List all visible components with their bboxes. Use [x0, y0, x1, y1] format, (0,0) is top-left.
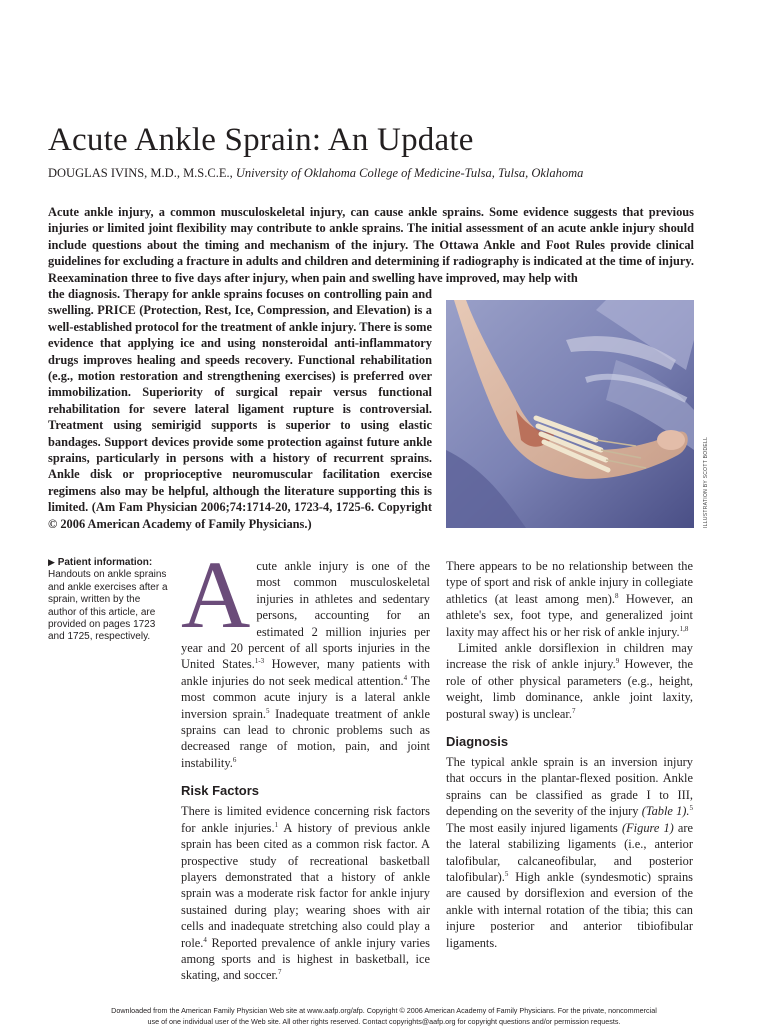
- sport-risk-paragraph: There appears to be no relationship between the type of sport and risk of ankle injury in collegiate athletics (at least among men).$^8$ However, an athlete's sex, foot type, and generalized joint laxity may affect his or her risk of ankle injury.$^{1,8}$: [446, 559, 694, 639]
- table-1-link[interactable]: (Table 1).: [641, 804, 690, 819]
- triangle-bullet-icon: ▶: [48, 557, 55, 567]
- body-column-2: [446, 558, 693, 951]
- figure-1-link[interactable]: (Figure 1): [621, 820, 674, 835]
- article-title: Acute Ankle Sprain: An Update: [48, 122, 474, 158]
- abstract-part-1: Acute ankle injury, a common musculoskeletal injury, can cause ankle sprains. Some evidence suggests that previous injuries or limited joint flexibility may contribute to ankle sprains. The initial assessment of an acute ankle injury should include questions about the timing and mechanism of the injury. The Ottawa Ankle and Foot Rules provide clinical guidelines for excluding a fracture in adults and children and determining if radiography is indicated at the time of injury. Reexamination three to five days after injury, when pain and swelling have improved, may help with: [48, 205, 694, 285]
- risk-factors-paragraph: There is limited evidence concerning risk factors for ankle injuries.$^1$ A history of previous ankle sprain has been cited as a common risk factor. A prospective study of recreational basketball players demonstrated that a history of ankle sprain was a moderate risk factor for ankle injury sustained during play; wearing shoes with air cells and inadequate stretching also could play a role.$^4$ Reported prevalence of ankle injury varies among sports and is highest in basketball, ice skating, and soccer.$^7$: [181, 804, 430, 983]
- diagnosis-heading: Diagnosis: [446, 734, 509, 750]
- diagnosis-paragraph: The typical ankle sprain is an inversion injury that occurs in the plantar-flexed position. Ankle sprains can be classified as grade I to III, depending on the severity of the injury (Table 1).$^5$ The most easily injured ligaments (Figure 1) are the lateral stabilizing ligaments (i.e., anterior talofibular, calcaneofibular, and posterior talofibular).$^5$ High ankle (syndesmotic) sprains are caused by dorsiflexion and eversion of the ankle with internal rotation of the tibia; this can injure posterior and anterior tibiofibular ligaments.: [446, 755, 694, 950]
- footer-line-2: use of one individual user of the Web site. All other rights reserved. Contact copyrights@aafp.org for copyright questions and/or permission requests.: [147, 1017, 621, 1026]
- author-affiliation: University of Oklahoma College of Medicine-Tulsa, Tulsa, Oklahoma: [235, 166, 584, 180]
- patient-info-note: [48, 556, 170, 644]
- drop-cap: A: [181, 541, 251, 648]
- ankle-illustration-svg: [446, 300, 694, 528]
- dorsiflexion-paragraph: Limited ankle dorsiflexion in children may increase the risk of ankle injury.$^9$ However, the role of other physical parameters (e.g., height, weight, limb dominance, ankle joint laxity, postural sway) is unclear.$^7$: [446, 641, 693, 721]
- illustration-credit: ILLUSTRATION BY SCOTT BODELL: [703, 436, 709, 528]
- intro-paragraph: Acute ankle injury is one of the most common musculoskeletal injuries in athletes and sedentary persons, accounting for an estimated 2 million injuries per year and 20 percent of all sports injuries in the United States.$^{1-3}$ However, many patients with ankle injuries do not seek medical attention.$^4$ The most common acute injury is a lateral ankle inversion sprain.$^5$ Inadequate treatment of ankle sprains can lead to chronic problems such as decreased range of motion, pain, and joint instability.$^6$: [181, 541, 431, 770]
- footer-line-1: Downloaded from the American Family Physician Web site at www.aafp.org/afp. Copyright © 2006 American Academy of Family Physicians. For the private, noncommercial: [111, 1006, 657, 1015]
- patient-info-text: Handouts on ankle sprains and ankle exercises after a sprain, written by the author of this article, are provided on pages 1723 and 1725, respectively.: [48, 569, 168, 643]
- risk-factors-heading: Risk Factors: [181, 783, 260, 799]
- byline: [48, 166, 583, 181]
- abstract-part-2: the diagnosis. Therapy for ankle sprains focuses on controlling pain and swelling. PRICE (Protection, Rest, Ice, Compression, and Elevation) is a well-established protocol for the treatment of ankle injury. There is some evidence that applying ice and using nonsteroidal anti-inflammatory drugs improves healing and speeds recovery. Functional rehabilitation (e.g., motion restoration and strengthening exercises) is preferred over immobilization. Superiority of surgical repair versus functional rehabilitation for severe lateral ligament rupture is controversial. Treatment using semirigid supports is superior to using elastic bandages. Support devices provide some protection against future ankle sprains, particularly in persons with a history of recurrent sprains. Ankle disk or proprioceptive neuromuscular facilitation exercise regimens also may be helpful, although the literature supporting this is limited. (Am Fam Physician 2006;74:1714-20, 1723-4, 1725-6. Copyright © 2006 American Academy of Family Physicians.): [48, 287, 432, 531]
- body-column-1: [181, 541, 431, 984]
- patient-info-label: Patient information:: [57, 557, 153, 568]
- ankle-illustration: [446, 300, 694, 528]
- author-name: DOUGLAS IVINS, M.D., M.S.C.E.,: [48, 166, 233, 180]
